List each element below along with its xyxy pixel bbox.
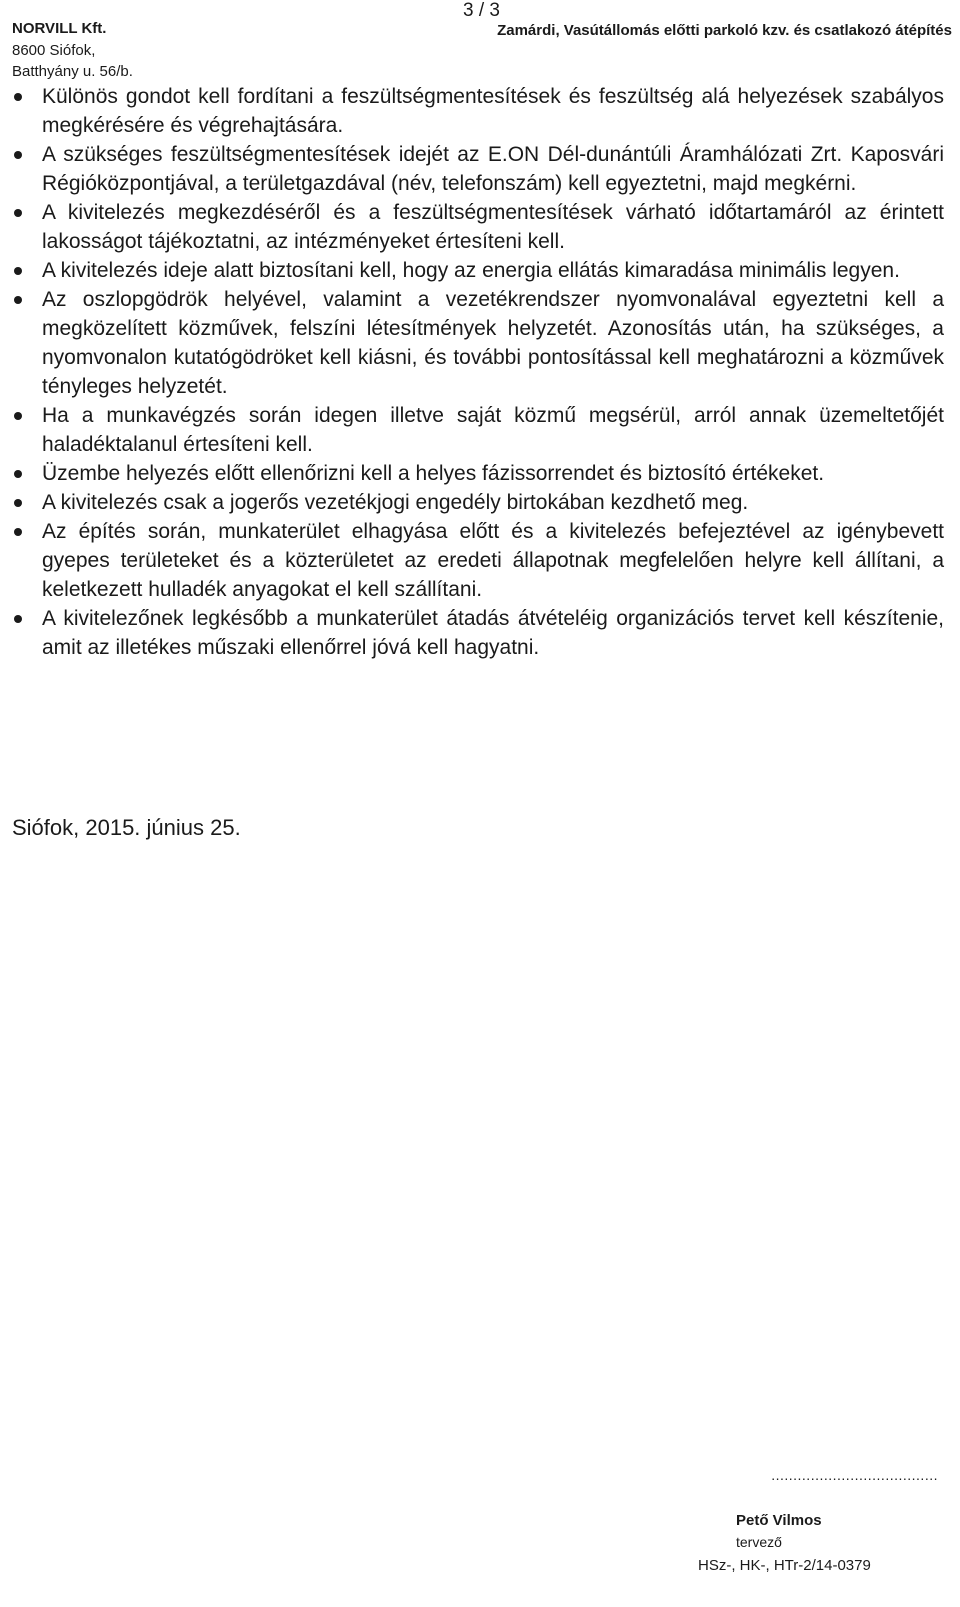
list-item-text: A kivitelezés csak a jogerős vezetékjogi engedély birtokában kezdhető meg. <box>42 491 749 514</box>
list-item-text: Ha a munkavégzés során idegen illetve saját közmű megsérül, arról annak üzemeltetőjét haladéktalanul értesíteni kell. <box>42 404 944 456</box>
project-title: Zamárdi, Vasútállomás előtti parkoló kzv. és csatlakozó átépítés <box>497 22 952 39</box>
list-item-text: A szükséges feszültségmentesítések idejét az E.ON Dél-dunántúli Áramhálózati Zrt. Kaposvári Régióközpontjával, a területgazdával (név, telefonszám) kell egyeztetni, majd megkérni. <box>42 143 944 195</box>
bullet-icon <box>14 528 22 536</box>
list-item <box>0 401 960 459</box>
list-item-text: A kivitelezés megkezdéséről és a feszültségmentesítések várható időtartamáról az érintett lakosságot tájékoztatni, az intézményeket értesíteni kell. <box>42 201 944 253</box>
bullet-icon <box>14 499 22 507</box>
bullet-icon <box>14 470 22 478</box>
list-item <box>0 459 960 488</box>
list-item-text: A kivitelezőnek legkésőbb a munkaterület átadás átvételéig organizációs tervet kell készítenie, amit az illetékes műszaki ellenőrrel jóvá kell hagyatni. <box>42 607 944 659</box>
list-item-text: A kivitelezés ideje alatt biztosítani kell, hogy az energia ellátás kimaradása minimális legyen. <box>42 259 900 282</box>
list-item-text: Az építés során, munkaterület elhagyása előtt és a kivitelezés befejeztével az igénybevett gyepes területeket és a közterületet az eredeti állapotnak megfelelően helyre kell állítani, a keletkezett hulladék anyagokat el kell szállítani. <box>42 520 944 601</box>
bullet-icon <box>14 412 22 420</box>
bullet-icon <box>14 209 22 217</box>
list-item <box>0 256 960 285</box>
bullet-icon <box>14 151 22 159</box>
list-item <box>0 517 960 604</box>
list-item <box>0 285 960 401</box>
bullet-icon <box>14 93 22 101</box>
list-item <box>0 604 960 662</box>
company-street: Batthyány u. 56/b. <box>12 63 133 80</box>
page-number: 3 / 3 <box>463 0 500 21</box>
signature-line: ...................................... <box>771 1467 938 1483</box>
list-item <box>0 198 960 256</box>
page-header <box>0 0 960 80</box>
company-name: NORVILL Kft. <box>12 20 107 37</box>
bullet-icon <box>14 296 22 304</box>
bullet-icon <box>14 615 22 623</box>
company-zip-city: 8600 Siófok, <box>12 42 96 59</box>
list-item <box>0 140 960 198</box>
place-date: Siófok, 2015. június 25. <box>12 815 241 840</box>
list-item-text: Az oszlopgödrök helyével, valamint a vezetékrendszer nyomvonalával egyeztetni kell a megközelített közművek, felszíni létesítmények helyzetét. Azonosítás után, ha szükséges, a nyomvonalon kutatógödröket kell kiásni, és további pontosítással kell meghatározni a közművek tényleges helyzetét. <box>42 288 944 398</box>
signer-license: HSz-, HK-, HTr-2/14-0379 <box>698 1557 871 1574</box>
bullet-icon <box>14 267 22 275</box>
list-item <box>0 488 960 517</box>
signer-name: Pető Vilmos <box>736 1512 822 1529</box>
list-item-text: Különös gondot kell fordítani a feszültségmentesítések és feszültség alá helyezések szabályos megkérésére és végrehajtására. <box>42 85 944 137</box>
list-item <box>0 82 960 140</box>
list-item-text: Üzembe helyezés előtt ellenőrizni kell a helyes fázissorrendet és biztosító értékeket. <box>42 462 825 485</box>
signer-role: tervező <box>736 1534 782 1550</box>
requirements-list <box>0 82 960 662</box>
